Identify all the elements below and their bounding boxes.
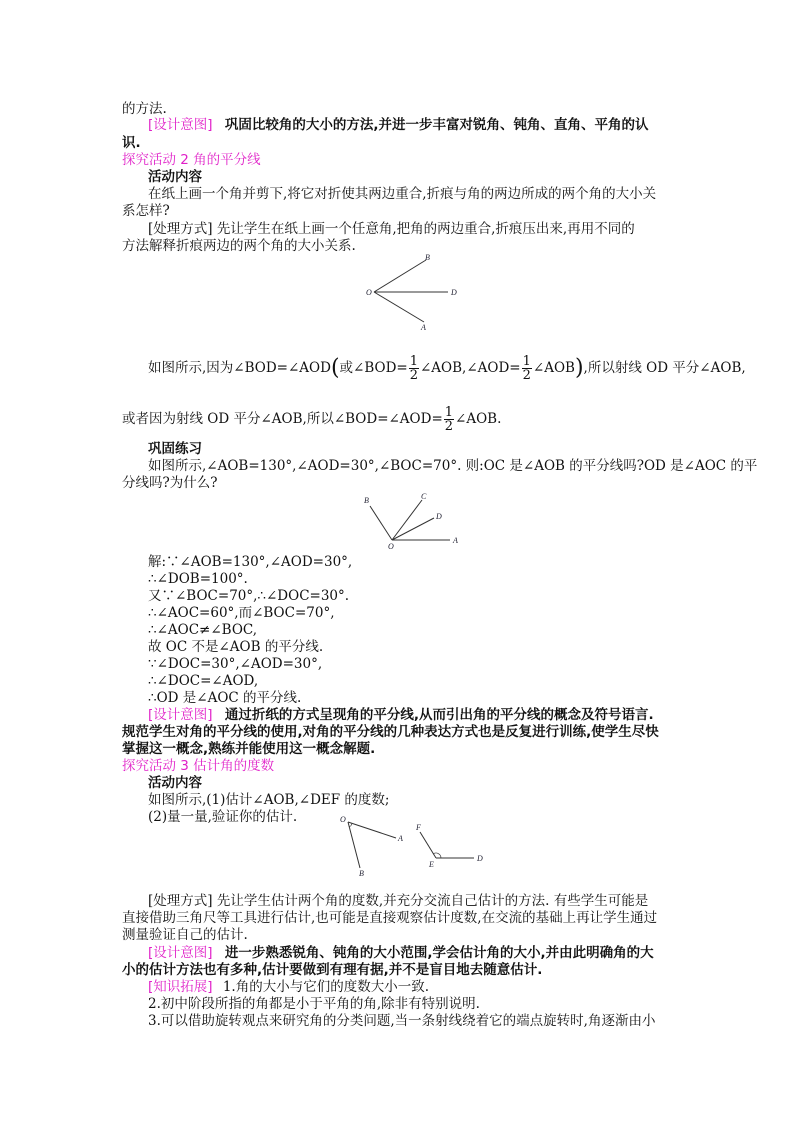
- fraction: $\frac{1}{2}$: [409, 354, 418, 383]
- solution-line: ∴∠AOC=60°,而∠BOC=70°,: [148, 605, 335, 621]
- text-line: 如图所示,(1)估计∠AOB,∠DEF 的度数;: [148, 792, 390, 808]
- fig3-label: F: [416, 823, 421, 832]
- design-intent: [148, 116, 648, 134]
- fig2-label: A: [453, 536, 458, 545]
- tag-design-intent: [设计意图]: [148, 945, 213, 961]
- fig3-label: B: [359, 869, 364, 878]
- text-line: 系怎样?: [122, 203, 170, 219]
- text-line: 掌握这一概念,熟练并能使用这一概念解题.: [122, 741, 376, 757]
- figure-estimate-angles: [332, 812, 492, 880]
- text-line: 2.初中阶段所指的角都是小于平角的角,除非有特别说明.: [148, 996, 480, 1012]
- solution-line: 又∵∠BOC=70°,∴∠DOC=30°.: [148, 588, 350, 604]
- fig2-label: C: [421, 492, 427, 501]
- text-line: 3.可以借助旋转观点来研究角的分类问题,当一条射线绕着它的端点旋转时,角逐渐由小: [148, 1013, 656, 1029]
- text-line: 规范学生对角的平分线的使用,对角的平分线的几种表达方式也是反复进行训练,使学生尽快: [122, 724, 659, 740]
- text-line: 方法解释折痕两边的两个角的大小关系.: [122, 238, 356, 254]
- formula-line: 如图所示,因为∠BOD=∠AOD(或∠BOD= $\frac{1}{2}$ ∠AOB,∠AOD= $\frac{1}{2}$ ∠AOB),所以射线 OD 平分∠AOB,: [148, 354, 746, 383]
- design-intent-text: 进一步熟悉锐角、钝角的大小范围,学会估计角的大小,并由此明确角的大: [224, 945, 654, 961]
- subheading: 活动内容: [148, 169, 202, 185]
- solution-line: ∴∠AOC≠∠BOC,: [148, 622, 258, 638]
- design-intent-text: 通过折纸的方式呈现角的平分线,从而引出角的平分线的概念及符号语言.: [224, 707, 654, 723]
- fig3-label: E: [429, 860, 434, 869]
- text-line: [处理方式] 先让学生估计两个角的度数,并充分交流自己估计的方法. 有些学生可能是: [148, 893, 649, 909]
- fig3-label: A: [398, 834, 403, 843]
- figure-practice-angles: [358, 490, 468, 552]
- formula-part: ∠AOB.: [455, 411, 502, 427]
- fig2-label: B: [364, 496, 369, 505]
- tag-design-intent: [设计意图]: [148, 707, 213, 723]
- fig2-label: D: [436, 512, 442, 521]
- tag-design-intent: [设计意图]: [148, 117, 213, 133]
- text-line: 测量验证自己的估计.: [122, 927, 248, 943]
- text-line: 识.: [122, 135, 141, 151]
- text-line: 小的估计方法也有多种,估计要做到有理有据,并不是盲目地去随意估计.: [122, 962, 543, 978]
- formula-part: 如图所示,因为∠BOD=∠AOD: [148, 360, 331, 376]
- figure-angle-bisector: [364, 250, 468, 336]
- solution-line: ∴OD 是∠AOC 的平分线.: [148, 690, 302, 706]
- fraction: $\frac{1}{2}$: [522, 354, 531, 383]
- fig1-label: A: [421, 323, 426, 332]
- formula-part: ,所以射线 OD 平分∠AOB,: [583, 360, 746, 376]
- text-line: (2)量一量,验证你的估计.: [148, 809, 298, 825]
- solution-line: 解:∵∠AOB=130°,∠AOD=30°,: [148, 554, 353, 570]
- formula-line: [122, 403, 501, 435]
- formula-part: ∠AOB,∠AOD=: [420, 360, 521, 376]
- text-line: [处理方式] 先让学生在纸上画一个任意角,把角的两边重合,折痕压出来,再用不同的: [148, 221, 635, 237]
- text-line: 如图所示,∠AOB=130°,∠AOD=30°,∠BOC=70°. 则:OC 是∠AOB 的平分线吗?OD 是∠AOC 的平: [148, 458, 758, 474]
- subheading: 活动内容: [148, 775, 202, 791]
- fig1-label: B: [425, 253, 430, 262]
- solution-line: ∴∠DOC=∠AOD,: [148, 673, 259, 689]
- section-title: 探究活动 2 角的平分线: [122, 152, 261, 168]
- solution-line: 故 OC 不是∠AOB 的平分线.: [148, 639, 324, 655]
- fig1-label: D: [451, 288, 457, 297]
- fig3-label: D: [477, 854, 483, 863]
- text-line: 分线吗?为什么?: [122, 475, 218, 491]
- fig3-label: O: [340, 815, 346, 824]
- solution-line: ∵∠DOC=30°,∠AOD=30°,: [148, 656, 323, 672]
- design-intent: [148, 706, 654, 724]
- text-line: 的方法.: [122, 101, 167, 117]
- fraction: $\frac{1}{2}$: [444, 405, 454, 434]
- section-title: 探究活动 3 估计角的度数: [122, 758, 275, 774]
- text-line: 直接借助三角尺等工具进行估计,也可能是直接观察估计度数,在交流的基础上再让学生通过: [122, 910, 658, 926]
- design-intent: [148, 944, 654, 962]
- knowledge-text: 1.角的大小与它们的度数大小一致.: [222, 979, 430, 995]
- solution-line: ∴∠DOB=100°.: [148, 571, 248, 587]
- formula-part: 或者因为射线 OD 平分∠AOB,所以∠BOD=∠AOD=: [122, 411, 443, 427]
- tag-knowledge-extension: [知识拓展]: [148, 979, 213, 995]
- design-intent-text: 巩固比较角的大小的方法,并进一步丰富对锐角、钝角、直角、平角的认: [224, 117, 649, 133]
- formula-part: ∠AOB: [532, 360, 575, 376]
- knowledge-extension: [148, 978, 429, 996]
- formula-part: 或∠BOD=: [339, 360, 408, 376]
- fig2-label: O: [388, 542, 394, 551]
- fig1-label: O: [366, 288, 372, 297]
- subheading: 巩固练习: [148, 441, 202, 457]
- text-line: 在纸上画一个角并剪下,将它对折使其两边重合,折痕与角的两边所成的两个角的大小关: [148, 186, 657, 202]
